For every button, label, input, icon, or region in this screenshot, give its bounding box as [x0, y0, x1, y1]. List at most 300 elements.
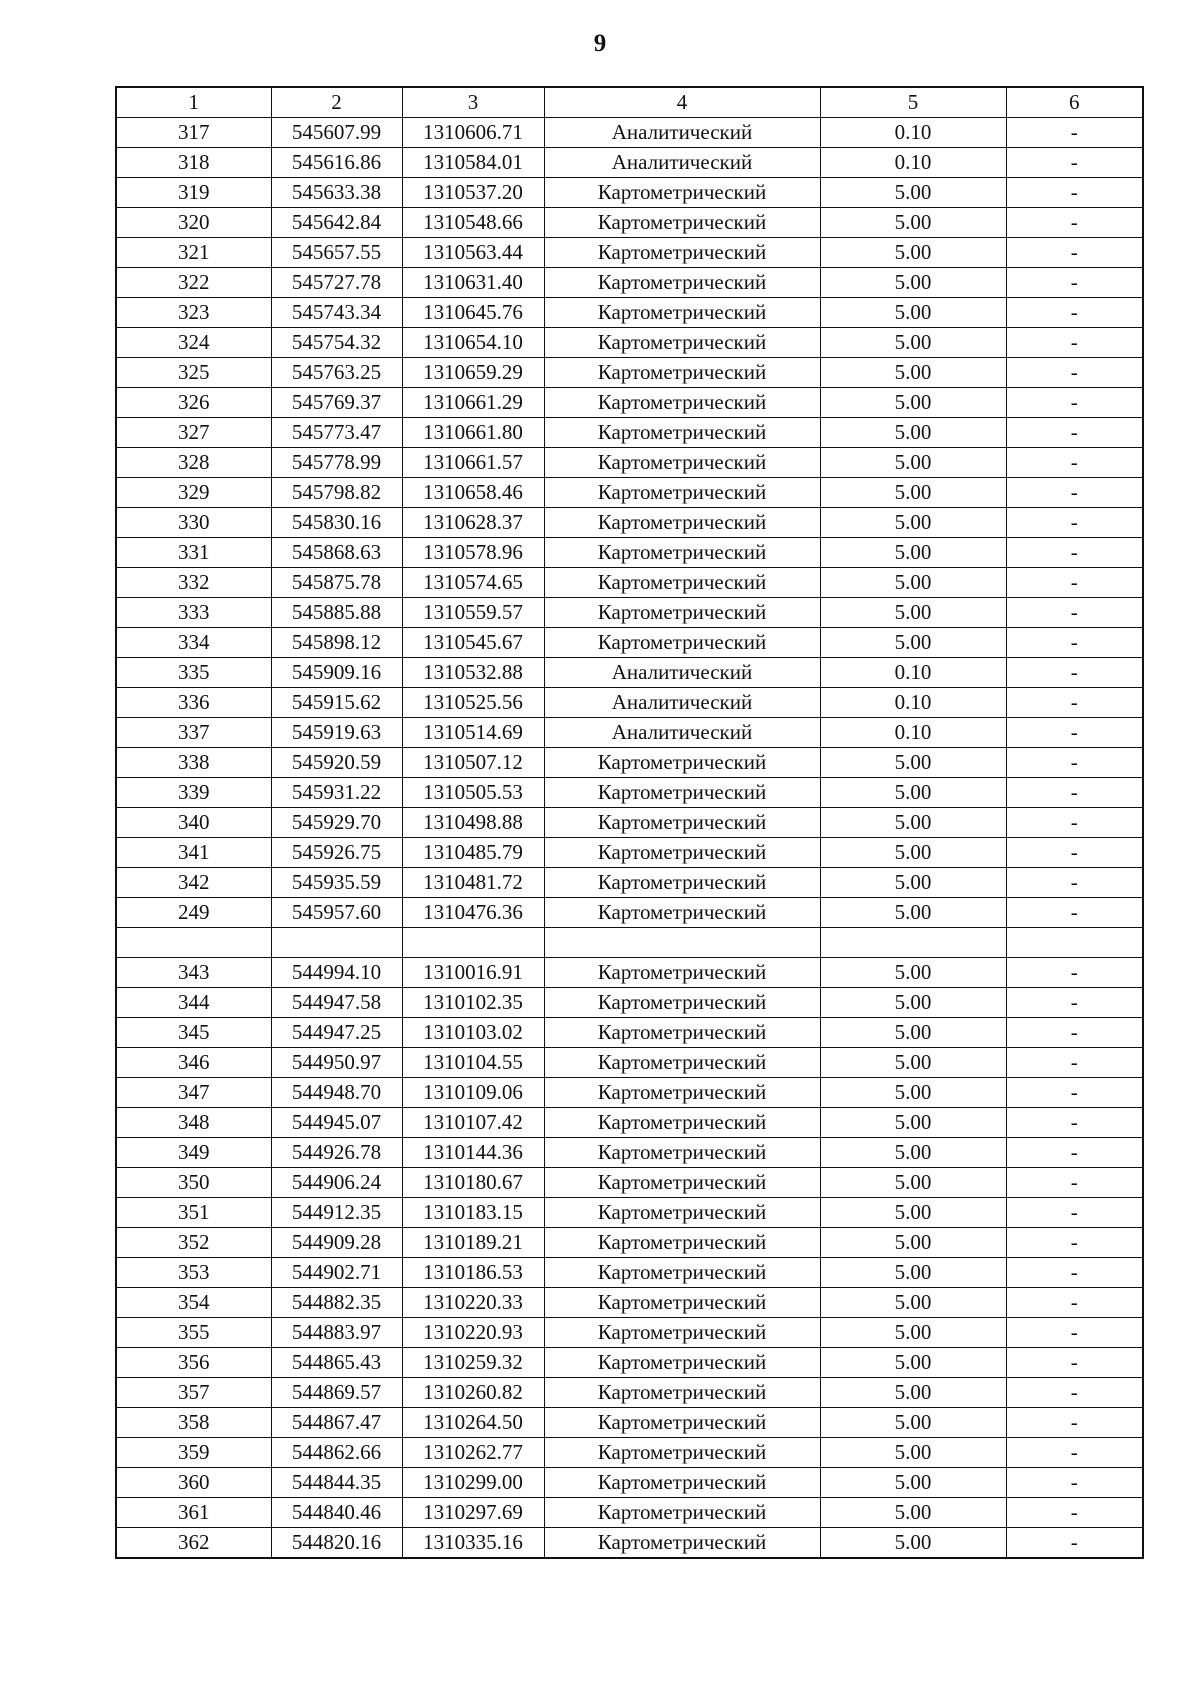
method-cell: Картометрический — [544, 328, 820, 358]
y-coordinate-cell: 1310498.88 — [402, 808, 544, 838]
accuracy-cell: 5.00 — [820, 298, 1006, 328]
method-cell: Картометрический — [544, 238, 820, 268]
accuracy-cell: 5.00 — [820, 748, 1006, 778]
accuracy-cell: 5.00 — [820, 1138, 1006, 1168]
method-cell: Картометрический — [544, 1378, 820, 1408]
accuracy-cell: 5.00 — [820, 838, 1006, 868]
y-coordinate-cell: 1310103.02 — [402, 1018, 544, 1048]
x-coordinate-cell: 545607.99 — [271, 118, 402, 148]
method-cell: Картометрический — [544, 1528, 820, 1559]
y-coordinate-cell: 1310109.06 — [402, 1078, 544, 1108]
accuracy-cell: 5.00 — [820, 358, 1006, 388]
accuracy-cell: 5.00 — [820, 1048, 1006, 1078]
accuracy-cell: 5.00 — [820, 1018, 1006, 1048]
x-coordinate-cell: 544945.07 — [271, 1108, 402, 1138]
description-cell: - — [1006, 1198, 1143, 1228]
y-coordinate-cell: 1310532.88 — [402, 658, 544, 688]
table-row — [116, 688, 1143, 718]
table-row — [116, 1498, 1143, 1528]
x-coordinate-cell: 545919.63 — [271, 718, 402, 748]
method-cell: Картометрический — [544, 778, 820, 808]
x-coordinate-cell: 545926.75 — [271, 838, 402, 868]
y-coordinate-cell: 1310107.42 — [402, 1108, 544, 1138]
table-row — [116, 1408, 1143, 1438]
point-number-cell: 358 — [116, 1408, 271, 1438]
y-coordinate-cell: 1310578.96 — [402, 538, 544, 568]
description-cell: - — [1006, 1408, 1143, 1438]
y-coordinate-cell: 1310180.67 — [402, 1168, 544, 1198]
point-number-cell: 352 — [116, 1228, 271, 1258]
x-coordinate-cell: 545898.12 — [271, 628, 402, 658]
point-number-cell: 348 — [116, 1108, 271, 1138]
table-body — [116, 87, 1143, 1558]
description-cell: - — [1006, 898, 1143, 928]
x-coordinate-cell: 544926.78 — [271, 1138, 402, 1168]
description-cell: - — [1006, 868, 1143, 898]
x-coordinate-cell: 545929.70 — [271, 808, 402, 838]
table-row — [116, 1078, 1143, 1108]
description-cell — [1006, 928, 1143, 958]
x-coordinate-cell: 544994.10 — [271, 958, 402, 988]
y-coordinate-cell: 1310144.36 — [402, 1138, 544, 1168]
y-coordinate-cell: 1310260.82 — [402, 1378, 544, 1408]
x-coordinate-cell: 545798.82 — [271, 478, 402, 508]
point-number-cell: 323 — [116, 298, 271, 328]
method-cell: Аналитический — [544, 718, 820, 748]
description-cell: - — [1006, 1498, 1143, 1528]
description-cell: - — [1006, 958, 1143, 988]
accuracy-cell: 5.00 — [820, 208, 1006, 238]
y-coordinate-cell: 1310476.36 — [402, 898, 544, 928]
point-number-cell: 336 — [116, 688, 271, 718]
table-row — [116, 178, 1143, 208]
method-cell: Картометрический — [544, 958, 820, 988]
table-row — [116, 568, 1143, 598]
method-cell: Аналитический — [544, 148, 820, 178]
y-coordinate-cell: 1310220.93 — [402, 1318, 544, 1348]
x-coordinate-cell: 544947.58 — [271, 988, 402, 1018]
table-row — [116, 298, 1143, 328]
description-cell: - — [1006, 1048, 1143, 1078]
method-cell: Картометрический — [544, 448, 820, 478]
point-number-cell: 325 — [116, 358, 271, 388]
point-number-cell: 347 — [116, 1078, 271, 1108]
method-cell: Картометрический — [544, 538, 820, 568]
method-cell: Картометрический — [544, 1318, 820, 1348]
table-row — [116, 1288, 1143, 1318]
accuracy-cell: 5.00 — [820, 1288, 1006, 1318]
x-coordinate-cell: 544840.46 — [271, 1498, 402, 1528]
table-row — [116, 1048, 1143, 1078]
y-coordinate-cell: 1310189.21 — [402, 1228, 544, 1258]
accuracy-cell: 0.10 — [820, 718, 1006, 748]
accuracy-cell: 5.00 — [820, 1438, 1006, 1468]
description-cell: - — [1006, 1108, 1143, 1138]
point-number-cell: 322 — [116, 268, 271, 298]
method-cell: Картометрический — [544, 988, 820, 1018]
y-coordinate-cell: 1310658.46 — [402, 478, 544, 508]
x-coordinate-cell: 545935.59 — [271, 868, 402, 898]
description-cell: - — [1006, 208, 1143, 238]
y-coordinate-cell: 1310485.79 — [402, 838, 544, 868]
method-cell: Картометрический — [544, 1408, 820, 1438]
point-number-cell: 249 — [116, 898, 271, 928]
y-coordinate-cell: 1310102.35 — [402, 988, 544, 1018]
point-number-cell: 350 — [116, 1168, 271, 1198]
accuracy-cell: 5.00 — [820, 388, 1006, 418]
table-row — [116, 1108, 1143, 1138]
table-row — [116, 898, 1143, 928]
method-cell: Картометрический — [544, 1108, 820, 1138]
point-number-cell: 342 — [116, 868, 271, 898]
table-row — [116, 328, 1143, 358]
method-cell: Картометрический — [544, 1468, 820, 1498]
y-coordinate-cell: 1310264.50 — [402, 1408, 544, 1438]
description-cell: - — [1006, 448, 1143, 478]
table-row — [116, 808, 1143, 838]
accuracy-cell: 5.00 — [820, 778, 1006, 808]
accuracy-cell: 5.00 — [820, 1078, 1006, 1108]
x-coordinate-cell: 544906.24 — [271, 1168, 402, 1198]
y-coordinate-cell: 1310186.53 — [402, 1258, 544, 1288]
description-cell: - — [1006, 748, 1143, 778]
table-row — [116, 1378, 1143, 1408]
table-row — [116, 598, 1143, 628]
table-row — [116, 358, 1143, 388]
method-cell: Картометрический — [544, 1348, 820, 1378]
accuracy-cell: 5.00 — [820, 1198, 1006, 1228]
table-row — [116, 1348, 1143, 1378]
table-row — [116, 418, 1143, 448]
description-cell: - — [1006, 778, 1143, 808]
y-coordinate-cell: 1310654.10 — [402, 328, 544, 358]
description-cell: - — [1006, 628, 1143, 658]
point-number-cell: 351 — [116, 1198, 271, 1228]
table-row — [116, 148, 1143, 178]
y-coordinate-cell: 1310661.80 — [402, 418, 544, 448]
accuracy-cell: 5.00 — [820, 178, 1006, 208]
accuracy-cell: 0.10 — [820, 148, 1006, 178]
description-cell: - — [1006, 1018, 1143, 1048]
point-number-cell: 361 — [116, 1498, 271, 1528]
y-coordinate-cell — [402, 928, 544, 958]
x-coordinate-cell: 545657.55 — [271, 238, 402, 268]
table-row — [116, 1468, 1143, 1498]
description-cell: - — [1006, 478, 1143, 508]
method-cell: Картометрический — [544, 1228, 820, 1258]
point-number-cell: 362 — [116, 1528, 271, 1559]
description-cell: - — [1006, 598, 1143, 628]
y-coordinate-cell: 1310481.72 — [402, 868, 544, 898]
accuracy-cell: 5.00 — [820, 328, 1006, 358]
table-row — [116, 658, 1143, 688]
point-number-cell: 335 — [116, 658, 271, 688]
accuracy-cell: 5.00 — [820, 1528, 1006, 1559]
description-cell: - — [1006, 988, 1143, 1018]
table-row — [116, 448, 1143, 478]
description-cell: - — [1006, 1078, 1143, 1108]
table-row — [116, 208, 1143, 238]
method-cell: Аналитический — [544, 688, 820, 718]
x-coordinate-cell: 544909.28 — [271, 1228, 402, 1258]
x-coordinate-cell: 544820.16 — [271, 1528, 402, 1559]
x-coordinate-cell: 544844.35 — [271, 1468, 402, 1498]
description-cell: - — [1006, 808, 1143, 838]
description-cell: - — [1006, 268, 1143, 298]
method-cell: Картометрический — [544, 1168, 820, 1198]
description-cell: - — [1006, 1528, 1143, 1559]
accuracy-cell: 5.00 — [820, 628, 1006, 658]
x-coordinate-cell: 545875.78 — [271, 568, 402, 598]
accuracy-cell: 5.00 — [820, 1318, 1006, 1348]
x-coordinate-cell: 545931.22 — [271, 778, 402, 808]
point-number-cell: 356 — [116, 1348, 271, 1378]
column-number-4: 4 — [544, 87, 820, 118]
accuracy-cell: 5.00 — [820, 1258, 1006, 1288]
description-cell: - — [1006, 1288, 1143, 1318]
table-row — [116, 628, 1143, 658]
point-number-cell: 338 — [116, 748, 271, 778]
table-row — [116, 388, 1143, 418]
table-row — [116, 1198, 1143, 1228]
x-coordinate-cell: 545754.32 — [271, 328, 402, 358]
description-cell: - — [1006, 1378, 1143, 1408]
method-cell: Картометрический — [544, 628, 820, 658]
point-number-cell: 343 — [116, 958, 271, 988]
accuracy-cell: 5.00 — [820, 1348, 1006, 1378]
method-cell: Картометрический — [544, 1288, 820, 1318]
point-number-cell: 329 — [116, 478, 271, 508]
table-row — [116, 238, 1143, 268]
x-coordinate-cell: 545769.37 — [271, 388, 402, 418]
accuracy-cell: 5.00 — [820, 568, 1006, 598]
x-coordinate-cell: 544882.35 — [271, 1288, 402, 1318]
method-cell: Картометрический — [544, 898, 820, 928]
point-number-cell: 326 — [116, 388, 271, 418]
description-cell: - — [1006, 328, 1143, 358]
accuracy-cell: 5.00 — [820, 1498, 1006, 1528]
y-coordinate-cell: 1310563.44 — [402, 238, 544, 268]
x-coordinate-cell: 545885.88 — [271, 598, 402, 628]
x-coordinate-cell: 544867.47 — [271, 1408, 402, 1438]
table-row — [116, 1018, 1143, 1048]
method-cell: Картометрический — [544, 178, 820, 208]
x-coordinate-cell: 544862.66 — [271, 1438, 402, 1468]
table-row — [116, 478, 1143, 508]
description-cell: - — [1006, 658, 1143, 688]
column-number-5: 5 — [820, 87, 1006, 118]
accuracy-cell: 5.00 — [820, 1108, 1006, 1138]
accuracy-cell: 5.00 — [820, 898, 1006, 928]
point-number-cell: 341 — [116, 838, 271, 868]
table-row — [116, 748, 1143, 778]
point-number-cell: 359 — [116, 1438, 271, 1468]
description-cell: - — [1006, 1438, 1143, 1468]
accuracy-cell: 5.00 — [820, 448, 1006, 478]
column-number-1: 1 — [116, 87, 271, 118]
y-coordinate-cell: 1310584.01 — [402, 148, 544, 178]
table-header-row — [116, 87, 1143, 118]
y-coordinate-cell: 1310537.20 — [402, 178, 544, 208]
point-number-cell: 345 — [116, 1018, 271, 1048]
table-row — [116, 1318, 1143, 1348]
point-number-cell: 318 — [116, 148, 271, 178]
description-cell: - — [1006, 1228, 1143, 1258]
accuracy-cell: 5.00 — [820, 538, 1006, 568]
description-cell: - — [1006, 838, 1143, 868]
description-cell: - — [1006, 508, 1143, 538]
accuracy-cell: 5.00 — [820, 1228, 1006, 1258]
x-coordinate-cell: 545633.38 — [271, 178, 402, 208]
x-coordinate-cell: 545909.16 — [271, 658, 402, 688]
description-cell: - — [1006, 538, 1143, 568]
y-coordinate-cell: 1310574.65 — [402, 568, 544, 598]
description-cell: - — [1006, 418, 1143, 448]
y-coordinate-cell: 1310514.69 — [402, 718, 544, 748]
point-number-cell: 317 — [116, 118, 271, 148]
method-cell: Картометрический — [544, 1258, 820, 1288]
description-cell: - — [1006, 1468, 1143, 1498]
point-number-cell: 353 — [116, 1258, 271, 1288]
table-row — [116, 778, 1143, 808]
point-number-cell: 331 — [116, 538, 271, 568]
y-coordinate-cell: 1310183.15 — [402, 1198, 544, 1228]
point-number-cell: 333 — [116, 598, 271, 628]
description-cell: - — [1006, 568, 1143, 598]
column-number-6: 6 — [1006, 87, 1143, 118]
y-coordinate-cell: 1310505.53 — [402, 778, 544, 808]
point-number-cell: 330 — [116, 508, 271, 538]
y-coordinate-cell: 1310661.29 — [402, 388, 544, 418]
x-coordinate-cell: 545778.99 — [271, 448, 402, 478]
point-number-cell: 340 — [116, 808, 271, 838]
y-coordinate-cell: 1310661.57 — [402, 448, 544, 478]
table-row — [116, 1438, 1143, 1468]
x-coordinate-cell: 545763.25 — [271, 358, 402, 388]
method-cell: Картометрический — [544, 478, 820, 508]
method-cell: Картометрический — [544, 1078, 820, 1108]
point-number-cell: 344 — [116, 988, 271, 1018]
description-cell: - — [1006, 1168, 1143, 1198]
accuracy-cell: 5.00 — [820, 478, 1006, 508]
accuracy-cell: 5.00 — [820, 1468, 1006, 1498]
x-coordinate-cell: 544869.57 — [271, 1378, 402, 1408]
coordinates-table — [115, 86, 1144, 1559]
x-coordinate-cell: 545743.34 — [271, 298, 402, 328]
method-cell: Картометрический — [544, 508, 820, 538]
column-number-2: 2 — [271, 87, 402, 118]
accuracy-cell: 0.10 — [820, 118, 1006, 148]
accuracy-cell: 5.00 — [820, 1168, 1006, 1198]
x-coordinate-cell: 544950.97 — [271, 1048, 402, 1078]
method-cell: Картометрический — [544, 598, 820, 628]
y-coordinate-cell: 1310220.33 — [402, 1288, 544, 1318]
x-coordinate-cell: 545727.78 — [271, 268, 402, 298]
point-number-cell: 319 — [116, 178, 271, 208]
table-row — [116, 718, 1143, 748]
table-row — [116, 1138, 1143, 1168]
x-coordinate-cell: 545868.63 — [271, 538, 402, 568]
accuracy-cell: 5.00 — [820, 1378, 1006, 1408]
x-coordinate-cell — [271, 928, 402, 958]
accuracy-cell: 0.10 — [820, 688, 1006, 718]
x-coordinate-cell: 544865.43 — [271, 1348, 402, 1378]
table-row — [116, 1228, 1143, 1258]
y-coordinate-cell: 1310262.77 — [402, 1438, 544, 1468]
method-cell: Аналитический — [544, 658, 820, 688]
y-coordinate-cell: 1310297.69 — [402, 1498, 544, 1528]
method-cell: Картометрический — [544, 208, 820, 238]
accuracy-cell: 5.00 — [820, 268, 1006, 298]
table-row — [116, 928, 1143, 958]
method-cell: Аналитический — [544, 118, 820, 148]
y-coordinate-cell: 1310507.12 — [402, 748, 544, 778]
description-cell: - — [1006, 718, 1143, 748]
table-row — [116, 1168, 1143, 1198]
accuracy-cell: 5.00 — [820, 418, 1006, 448]
table-row — [116, 1258, 1143, 1288]
method-cell: Картометрический — [544, 838, 820, 868]
description-cell: - — [1006, 298, 1143, 328]
point-number-cell: 346 — [116, 1048, 271, 1078]
accuracy-cell: 5.00 — [820, 508, 1006, 538]
description-cell: - — [1006, 358, 1143, 388]
description-cell: - — [1006, 238, 1143, 268]
point-number-cell: 337 — [116, 718, 271, 748]
point-number-cell: 357 — [116, 1378, 271, 1408]
y-coordinate-cell: 1310259.32 — [402, 1348, 544, 1378]
point-number-cell: 360 — [116, 1468, 271, 1498]
method-cell: Картометрический — [544, 418, 820, 448]
point-number-cell: 324 — [116, 328, 271, 358]
table-row — [116, 268, 1143, 298]
description-cell: - — [1006, 1318, 1143, 1348]
point-number-cell: 332 — [116, 568, 271, 598]
method-cell: Картометрический — [544, 748, 820, 778]
description-cell: - — [1006, 178, 1143, 208]
accuracy-cell: 5.00 — [820, 598, 1006, 628]
method-cell: Картометрический — [544, 1138, 820, 1168]
table-row — [116, 118, 1143, 148]
method-cell: Картометрический — [544, 1018, 820, 1048]
y-coordinate-cell: 1310545.67 — [402, 628, 544, 658]
method-cell: Картометрический — [544, 1198, 820, 1228]
y-coordinate-cell: 1310335.16 — [402, 1528, 544, 1559]
method-cell: Картометрический — [544, 1498, 820, 1528]
point-number-cell: 327 — [116, 418, 271, 448]
y-coordinate-cell: 1310631.40 — [402, 268, 544, 298]
table-row — [116, 538, 1143, 568]
description-cell: - — [1006, 388, 1143, 418]
y-coordinate-cell: 1310016.91 — [402, 958, 544, 988]
point-number-cell: 320 — [116, 208, 271, 238]
description-cell: - — [1006, 1348, 1143, 1378]
accuracy-cell: 5.00 — [820, 988, 1006, 1018]
point-number-cell: 355 — [116, 1318, 271, 1348]
table-row — [116, 508, 1143, 538]
point-number-cell: 321 — [116, 238, 271, 268]
y-coordinate-cell: 1310299.00 — [402, 1468, 544, 1498]
y-coordinate-cell: 1310628.37 — [402, 508, 544, 538]
y-coordinate-cell: 1310104.55 — [402, 1048, 544, 1078]
accuracy-cell: 5.00 — [820, 958, 1006, 988]
description-cell: - — [1006, 688, 1143, 718]
point-number-cell — [116, 928, 271, 958]
accuracy-cell — [820, 928, 1006, 958]
method-cell: Картометрический — [544, 1438, 820, 1468]
x-coordinate-cell: 544883.97 — [271, 1318, 402, 1348]
coordinates-table-container — [115, 86, 1144, 1559]
